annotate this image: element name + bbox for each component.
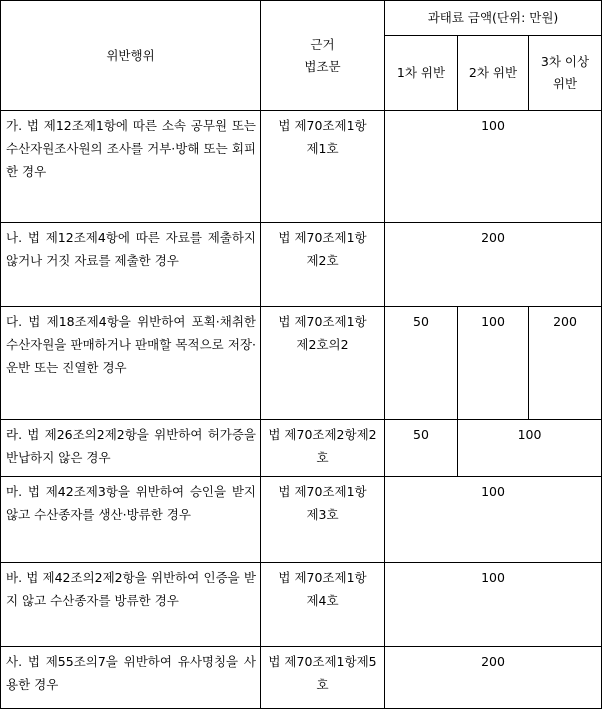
violation-cell: 바. 법 제42조의2제2항을 위반하여 인증을 받지 않고 수산종자를 방류한 경우 (1, 563, 261, 647)
header-third-line1: 3차 이상 (540, 54, 590, 69)
violation-cell: 마. 법 제42조제3항을 위반하여 승인을 받지 않고 수산종자를 생산·방류한 경우 (1, 477, 261, 563)
basis-line2: 호 (316, 450, 329, 465)
amount-cell: 100 (385, 563, 602, 647)
header-second: 2차 위반 (458, 36, 529, 111)
basis-line2: 제2호의2 (296, 337, 349, 352)
amount-cell: 100 (385, 111, 602, 223)
basis-line1: 법 제70조제1항 (278, 570, 367, 585)
table-row (1, 223, 602, 307)
third-amount-cell: 200 (529, 307, 602, 420)
basis-cell (261, 307, 385, 420)
basis-line2: 제1호 (306, 141, 339, 156)
amount-cell: 100 (385, 477, 602, 563)
amount-cell: 200 (385, 647, 602, 709)
basis-line1: 법 제70조제1항제5 (268, 654, 377, 669)
first-amount-cell: 50 (385, 307, 458, 420)
first-amount-cell: 50 (385, 420, 458, 477)
header-violation: 위반행위 (1, 1, 261, 111)
basis-cell (261, 647, 385, 709)
basis-cell (261, 111, 385, 223)
rest-amount-cell: 100 (458, 420, 602, 477)
basis-line2: 제2호 (306, 253, 339, 268)
basis-line2: 제3호 (306, 507, 339, 522)
violation-cell: 사. 법 제55조의7을 위반하여 유사명칭을 사용한 경우 (1, 647, 261, 709)
table-row (1, 477, 602, 563)
basis-line1: 법 제70조제1항 (278, 314, 367, 329)
violation-cell: 가. 법 제12조제1항에 따른 소속 공무원 또는 수산자원조사원의 조사를 거부·방해 또는 회피한 경우 (1, 111, 261, 223)
header-basis-line1: 근거 (310, 36, 335, 52)
basis-cell (261, 477, 385, 563)
header-basis (261, 1, 385, 111)
basis-line2: 호 (316, 677, 329, 692)
basis-line2: 제4호 (306, 593, 339, 608)
basis-cell (261, 420, 385, 477)
table-row (1, 307, 602, 420)
header-third-line2: 위반 (552, 76, 578, 91)
violation-cell: 라. 법 제26조의2제2항을 위반하여 허가증을 반납하지 않은 경우 (1, 420, 261, 477)
basis-line1: 법 제70조제2항제2 (268, 427, 377, 442)
violation-cell: 나. 법 제12조제4항에 따른 자료를 제출하지 않거나 거짓 자료를 제출한 경우 (1, 223, 261, 307)
table-row (1, 647, 602, 709)
second-amount-cell: 100 (458, 307, 529, 420)
header-third (529, 36, 602, 111)
table-row (1, 111, 602, 223)
basis-cell (261, 223, 385, 307)
table-row (1, 563, 602, 647)
table-row (1, 420, 602, 477)
basis-line1: 법 제70조제1항 (278, 484, 367, 499)
basis-line1: 법 제70조제1항 (278, 230, 367, 245)
amount-cell: 200 (385, 223, 602, 307)
header-first: 1차 위반 (385, 36, 458, 111)
basis-cell (261, 563, 385, 647)
header-basis-line2: 법조문 (304, 58, 341, 74)
header-fine-group: 과태료 금액(단위: 만원) (385, 1, 602, 36)
violation-cell: 다. 법 제18조제4항을 위반하여 포획·채취한 수산자원을 판매하거나 판매할 목적으로 저장·운반 또는 진열한 경우 (1, 307, 261, 420)
basis-line1: 법 제70조제1항 (278, 118, 367, 133)
